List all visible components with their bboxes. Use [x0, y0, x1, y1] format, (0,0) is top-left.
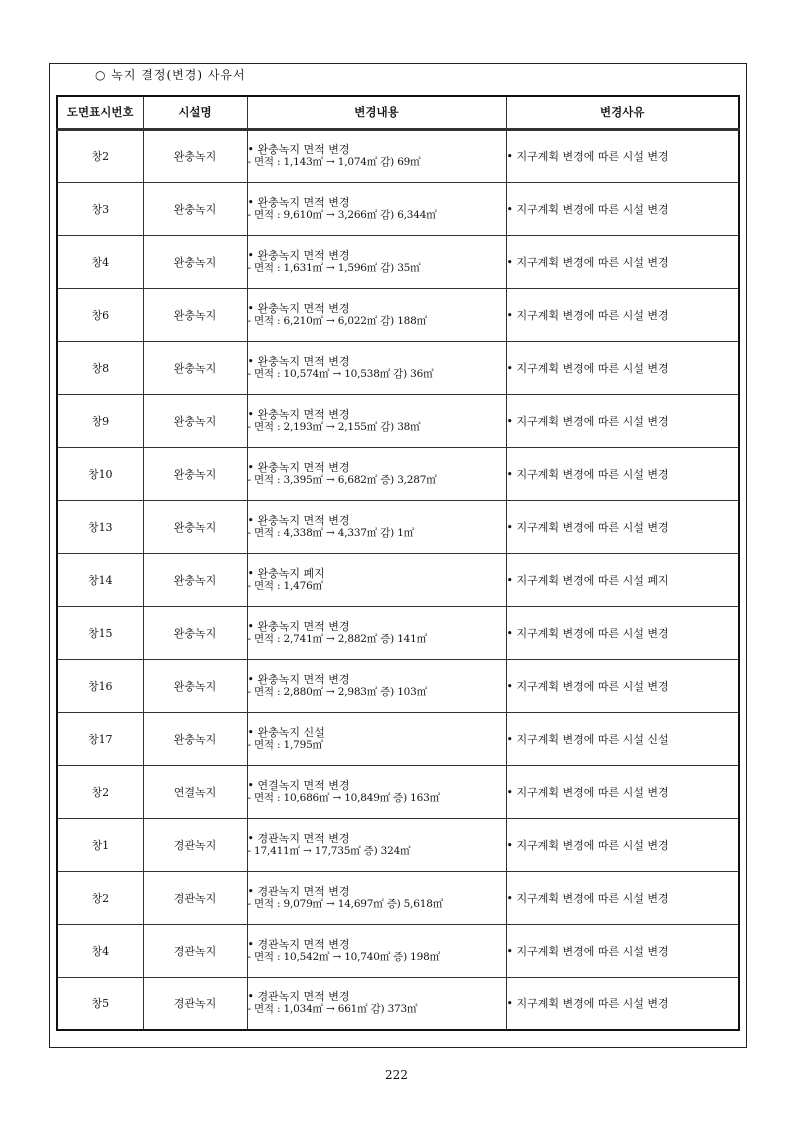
- cell-change: [247, 500, 506, 553]
- cell-reason: • 지구계획 변경에 따른 시설 변경: [506, 341, 739, 394]
- change-area-detail: - 면적 : 1,034㎡ → 661㎡ 감) 373㎡: [247, 1003, 418, 1016]
- table-row: [57, 977, 739, 1030]
- change-area-detail: - 면적 : 10,574㎡ → 10,538㎡ 감) 36㎡: [247, 367, 434, 380]
- change-area-detail: - 면적 : 10,542㎡ → 10,740㎡ 증) 198㎡: [247, 950, 440, 963]
- cell-change: [247, 341, 506, 394]
- cell-reason: • 지구계획 변경에 따른 시설 변경: [506, 182, 739, 235]
- cell-change: [247, 712, 506, 765]
- cell-change: [247, 977, 506, 1030]
- header-name: 시설명: [143, 96, 247, 129]
- table-row: [57, 235, 739, 288]
- cell-facility-name: 완충녹지: [143, 712, 247, 765]
- header-code: 도면표시번호: [57, 96, 143, 129]
- cell-reason: • 지구계획 변경에 따른 시설 변경: [506, 288, 739, 341]
- change-area-detail: - 면적 : 2,741㎡ → 2,882㎡ 증) 141㎡: [247, 632, 427, 645]
- change-area-detail: - 면적 : 1,795㎡: [247, 738, 323, 751]
- cell-code: 창16: [57, 659, 143, 712]
- change-area-detail: - 면적 : 1,143㎡ → 1,074㎡ 감) 69㎡: [247, 156, 421, 168]
- cell-facility-name: 완충녹지: [143, 341, 247, 394]
- change-area-detail: - 면적 : 9,610㎡ → 3,266㎡ 감) 6,344㎡: [247, 208, 437, 221]
- change-area-detail: - 면적 : 10,686㎡ → 10,849㎡ 증) 163㎡: [247, 791, 440, 804]
- cell-code: 창1: [57, 818, 143, 871]
- table-row: [57, 712, 739, 765]
- cell-code: 창5: [57, 977, 143, 1030]
- change-area-detail: - 면적 : 2,193㎡ → 2,155㎡ 감) 38㎡: [247, 420, 421, 433]
- change-summary: • 완충녹지 면적 변경: [247, 248, 350, 262]
- change-reason-table: [56, 95, 740, 1031]
- change-summary: • 완충녹지 면적 변경: [247, 460, 350, 474]
- cell-code: 창2: [57, 129, 143, 182]
- cell-change: [247, 924, 506, 977]
- change-summary: • 경관녹지 면적 변경: [247, 990, 350, 1004]
- change-area-detail: - 면적 : 6,210㎡ → 6,022㎡ 감) 188㎡: [247, 314, 427, 327]
- change-area-detail: - 면적 : 4,338㎡ → 4,337㎡ 감) 1㎡: [247, 526, 414, 539]
- cell-change: [247, 553, 506, 606]
- table-row: [57, 765, 739, 818]
- cell-code: 창13: [57, 500, 143, 553]
- cell-change: [247, 182, 506, 235]
- cell-reason: • 지구계획 변경에 따른 시설 신설: [506, 712, 739, 765]
- cell-code: 창3: [57, 182, 143, 235]
- table-row: [57, 553, 739, 606]
- section-title: ○ 녹지 결정(변경) 사유서: [95, 68, 246, 82]
- table-row: [57, 659, 739, 712]
- cell-change: [247, 235, 506, 288]
- cell-change: [247, 606, 506, 659]
- cell-reason: • 지구계획 변경에 따른 시설 변경: [506, 129, 739, 182]
- cell-code: 창17: [57, 712, 143, 765]
- header-change: 변경내용: [247, 96, 506, 129]
- change-summary: • 완충녹지 폐지: [247, 566, 325, 580]
- cell-reason: • 지구계획 변경에 따른 시설 변경: [506, 924, 739, 977]
- change-area-detail: - 면적 : 9,079㎡ → 14,697㎡ 증) 5,618㎡: [247, 897, 444, 910]
- change-summary: • 완충녹지 면적 변경: [247, 354, 350, 368]
- cell-reason: • 지구계획 변경에 따른 시설 변경: [506, 394, 739, 447]
- change-summary: • 경관녹지 면적 변경: [247, 884, 350, 898]
- cell-reason: • 지구계획 변경에 따른 시설 변경: [506, 235, 739, 288]
- change-summary: • 완충녹지 면적 변경: [247, 619, 350, 633]
- table-row: [57, 500, 739, 553]
- table-row: [57, 288, 739, 341]
- change-area-detail: - 면적 : 2,880㎡ → 2,983㎡ 증) 103㎡: [247, 685, 427, 698]
- cell-code: 창6: [57, 288, 143, 341]
- cell-code: 창8: [57, 341, 143, 394]
- cell-reason: • 지구계획 변경에 따른 시설 변경: [506, 500, 739, 553]
- cell-reason: • 지구계획 변경에 따른 시설 변경: [506, 765, 739, 818]
- cell-code: 창15: [57, 606, 143, 659]
- table-row: [57, 129, 739, 182]
- cell-change: [247, 129, 506, 182]
- cell-code: 창2: [57, 871, 143, 924]
- cell-facility-name: 경관녹지: [143, 977, 247, 1030]
- cell-code: 창9: [57, 394, 143, 447]
- cell-reason: • 지구계획 변경에 따른 시설 변경: [506, 818, 739, 871]
- table-row: [57, 447, 739, 500]
- cell-code: 창2: [57, 765, 143, 818]
- cell-change: [247, 659, 506, 712]
- table-header-row: [57, 96, 739, 129]
- cell-facility-name: 완충녹지: [143, 500, 247, 553]
- table-row: [57, 924, 739, 977]
- cell-change: [247, 288, 506, 341]
- cell-change: [247, 447, 506, 500]
- cell-change: [247, 818, 506, 871]
- change-summary: • 완충녹지 면적 변경: [247, 143, 350, 156]
- change-summary: • 완충녹지 신설: [247, 725, 325, 739]
- cell-facility-name: 완충녹지: [143, 235, 247, 288]
- cell-code: 창14: [57, 553, 143, 606]
- table-row: [57, 182, 739, 235]
- cell-reason: • 지구계획 변경에 따른 시설 변경: [506, 659, 739, 712]
- cell-facility-name: 완충녹지: [143, 659, 247, 712]
- change-summary: • 완충녹지 면적 변경: [247, 301, 350, 315]
- cell-reason: • 지구계획 변경에 따른 시설 변경: [506, 606, 739, 659]
- table-row: [57, 871, 739, 924]
- cell-facility-name: 완충녹지: [143, 288, 247, 341]
- page-number: 222: [385, 1068, 408, 1082]
- cell-facility-name: 경관녹지: [143, 871, 247, 924]
- cell-code: 창4: [57, 924, 143, 977]
- change-summary: • 완충녹지 면적 변경: [247, 672, 350, 686]
- change-area-detail: - 면적 : 3,395㎡ → 6,682㎡ 증) 3,287㎡: [247, 473, 437, 486]
- cell-facility-name: 경관녹지: [143, 818, 247, 871]
- cell-reason: • 지구계획 변경에 따른 시설 변경: [506, 447, 739, 500]
- cell-change: [247, 394, 506, 447]
- table-row: [57, 341, 739, 394]
- change-summary: • 완충녹지 면적 변경: [247, 407, 350, 421]
- cell-facility-name: 완충녹지: [143, 447, 247, 500]
- cell-facility-name: 완충녹지: [143, 129, 247, 182]
- cell-reason: • 지구계획 변경에 따른 시설 변경: [506, 871, 739, 924]
- change-summary: • 연결녹지 면적 변경: [247, 778, 350, 792]
- cell-change: [247, 871, 506, 924]
- change-area-detail: - 면적 : 1,631㎡ → 1,596㎡ 감) 35㎡: [247, 261, 421, 274]
- cell-facility-name: 경관녹지: [143, 924, 247, 977]
- cell-code: 창10: [57, 447, 143, 500]
- header-reason: 변경사유: [506, 96, 739, 129]
- cell-reason: • 지구계획 변경에 따른 시설 변경: [506, 977, 739, 1030]
- cell-facility-name: 완충녹지: [143, 182, 247, 235]
- change-summary: • 완충녹지 면적 변경: [247, 513, 350, 527]
- change-summary: • 경관녹지 면적 변경: [247, 937, 350, 951]
- table-row: [57, 606, 739, 659]
- cell-facility-name: 완충녹지: [143, 606, 247, 659]
- change-area-detail: - 17,411㎡ → 17,735㎡ 증) 324㎡: [247, 844, 411, 857]
- cell-facility-name: 완충녹지: [143, 394, 247, 447]
- cell-facility-name: 완충녹지: [143, 553, 247, 606]
- table-row: [57, 394, 739, 447]
- cell-change: [247, 765, 506, 818]
- change-summary: • 경관녹지 면적 변경: [247, 831, 350, 845]
- change-area-detail: - 면적 : 1,476㎡: [247, 579, 323, 592]
- cell-code: 창4: [57, 235, 143, 288]
- table-row: [57, 818, 739, 871]
- cell-facility-name: 연결녹지: [143, 765, 247, 818]
- cell-reason: • 지구계획 변경에 따른 시설 폐지: [506, 553, 739, 606]
- change-summary: • 완충녹지 면적 변경: [247, 195, 350, 209]
